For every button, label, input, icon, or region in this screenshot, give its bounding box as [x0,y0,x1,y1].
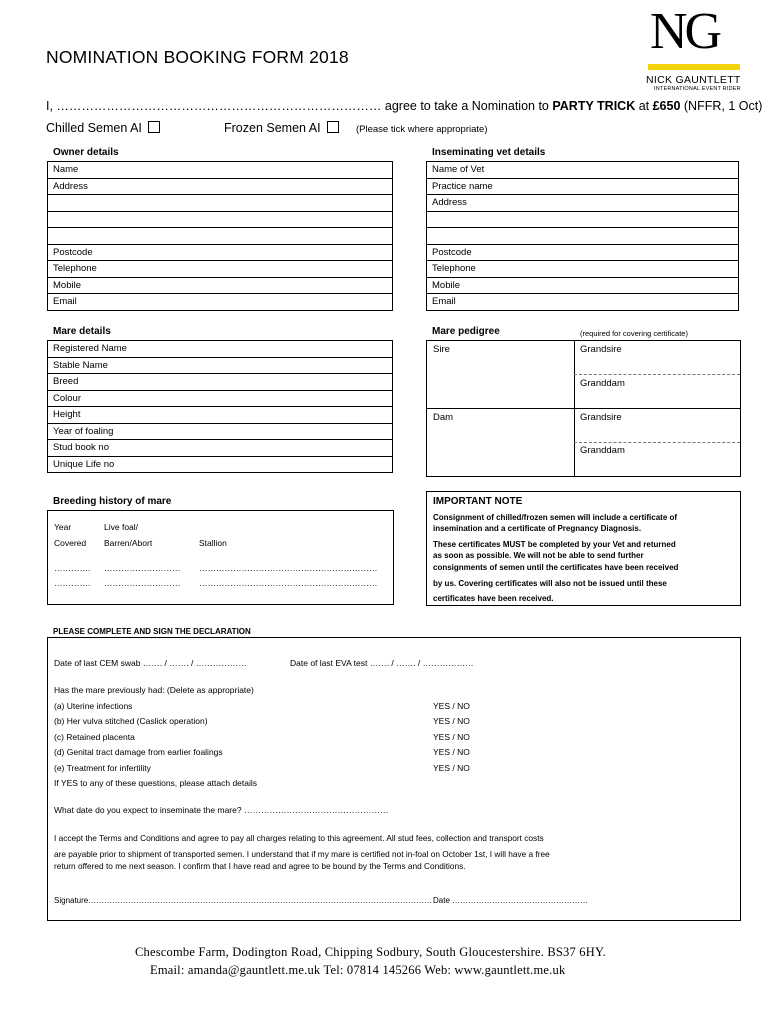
agreement-line: I, …………………………………………………………………… agree to take a Nomination to PARTY TRICK at £650 (NFFR, 1 Oct) [46,99,763,113]
yes-no[interactable]: YES / NO [433,701,470,711]
signature-field[interactable]: Signature………………………………………………………………………………………………………………… [54,896,433,905]
pedigree-box [426,340,741,477]
owner-row [48,261,393,278]
logo-initials: NG [650,3,720,60]
logo-bar [648,64,740,70]
owner-row [48,277,393,294]
breeding-blank[interactable]: ……………………… [104,578,181,588]
breeding-blank[interactable]: …………. [54,578,91,588]
owner-field[interactable] [48,195,393,212]
vet-field[interactable]: Name of Vet [427,162,739,179]
dam-grandsire: Grandsire [580,412,622,423]
logo-name: NICK GAUNTLETT [646,74,741,86]
breeding-blank[interactable]: ……………………… [104,563,181,573]
dam-label: Dam [433,412,454,423]
declaration-heading: PLEASE COMPLETE AND SIGN THE DECLARATION [53,627,251,636]
eva-date[interactable]: Date of last EVA test ……. / ……. / ……………… [290,658,474,668]
mare-table [47,340,393,473]
sire-granddam: Granddam [580,378,625,389]
owner-row [48,195,393,212]
breeding-box: Year Covered Live foal/ Barren/Abort Stallion …………. ……………………… ……………………………………………………… …………. ……………………… ……………………………………………………… [47,510,394,605]
breeding-blank[interactable]: ……………………………………………………… [199,563,378,573]
cem-date[interactable]: Date of last CEM swab ……. / ……. / ……………… [54,658,247,668]
mare-row [48,357,393,374]
sire-grandsire: Grandsire [580,344,622,355]
mare-row [48,423,393,440]
vet-row [427,261,739,278]
owner-field[interactable]: Mobile [48,277,393,294]
owner-field[interactable]: Postcode [48,244,393,261]
vet-row [427,162,739,179]
owner-row [48,294,393,311]
name-blank[interactable]: I, …………………………………………………………………… [46,99,382,113]
vet-row [427,195,739,212]
owner-field[interactable]: Name [48,162,393,179]
mare-row [48,341,393,358]
vet-field[interactable]: Email [427,294,739,311]
breeding-blank[interactable]: …………. [54,563,91,573]
mare-row [48,374,393,391]
vet-row [427,228,739,245]
frozen-checkbox[interactable] [327,121,339,133]
stallion-name: PARTY TRICK [552,99,636,113]
owner-field[interactable] [48,211,393,228]
owner-heading: Owner details [53,147,119,158]
owner-field[interactable]: Telephone [48,261,393,278]
expected-date[interactable]: What date do you expect to inseminate the mare? …………………………………………… [54,805,389,815]
vet-row [427,244,739,261]
mare-field[interactable]: Year of foaling [48,423,393,440]
yes-no[interactable]: YES / NO [433,763,470,773]
footer-contact: Email: amanda@gauntlett.me.uk Tel: 07814 145266 Web: www.gauntlett.me.uk [150,963,566,977]
yes-no[interactable]: YES / NO [433,747,470,757]
mare-field[interactable]: Height [48,407,393,424]
vet-field[interactable] [427,211,739,228]
owner-row [48,228,393,245]
owner-table [47,161,393,311]
vet-field[interactable]: Practice name [427,178,739,195]
breeding-heading: Breeding history of mare [53,496,172,507]
mare-heading: Mare details [53,326,111,337]
vet-row [427,178,739,195]
vet-field[interactable]: Postcode [427,244,739,261]
chilled-option: Chilled Semen AI [46,121,160,135]
tick-note: (Please tick where appropriate) [356,124,488,135]
breeding-blank[interactable]: ……………………………………………………… [199,578,378,588]
pedigree-note: (required for covering certificate) [580,329,688,338]
yes-no[interactable]: YES / NO [433,732,470,742]
owner-field[interactable]: Email [48,294,393,311]
vet-table [426,161,739,311]
footer-address: Chescombe Farm, Dodington Road, Chipping Sodbury, South Gloucestershire. BS37 6HY. [135,945,606,959]
mare-field[interactable]: Breed [48,374,393,391]
mare-field[interactable]: Stud book no [48,440,393,457]
signature-date-field[interactable]: Date …………………………………………… [433,896,589,905]
owner-field[interactable]: Address [48,178,393,195]
mare-field[interactable]: Stable Name [48,357,393,374]
logo-tagline: INTERNATIONAL EVENT RIDER [654,86,741,92]
mare-row [48,407,393,424]
owner-row [48,211,393,228]
mare-row [48,390,393,407]
mare-row [48,456,393,473]
vet-field[interactable] [427,228,739,245]
page-title: NOMINATION BOOKING FORM 2018 [46,47,349,67]
important-note: IMPORTANT NOTE Consignment of chilled/frozen semen will include a certificate of insemination and a certificate of Pregnancy Diagnosis. These certificates MUST be completed by your Vet and returned as soon as possible. We will not be able to send further consignments of semen until the certificates have been received by us. Covering certificates will also not be issued until these certificates have been received. [426,491,741,606]
mare-field[interactable]: Colour [48,390,393,407]
vet-heading: Inseminating vet details [432,147,546,158]
chilled-checkbox[interactable] [148,121,160,133]
vet-row [427,211,739,228]
vet-row [427,277,739,294]
vet-field[interactable]: Address [427,195,739,212]
declaration-box: Date of last CEM swab ……. / ……. / ……………… Date of last EVA test ……. / ……. / ……………… Has the mare previously had: (Delete as appropriate) (a) Uterine infections YES / NO (b) Her vulva stitched (Caslick operation) YES / NO (c) Retained placenta YES / NO (d) Genital tract damage from earlier foalings YES / NO (e) Treatment for infertility YES / NO If YES to any of these questions, please attach details What date do you expect to inseminate the mare? …………………………………………… I accept the Terms and Conditions and agree to pay all charges relating to this agreement. All stud fees, collection and transport costs are payable prior to shipment of transported semen. I understand that if my mare is certified not in-foal on October 1st, I will have a free return offered to me next season. I confirm that I have read and agree to be bound by the Terms and Conditions. Signature………………………………………………………………………………………………………………… Date …………………………………………… [47,637,741,921]
mare-field[interactable]: Unique Life no [48,456,393,473]
dam-granddam: Granddam [580,445,625,456]
vet-row [427,294,739,311]
owner-field[interactable] [48,228,393,245]
frozen-option: Frozen Semen AI [224,121,339,135]
owner-row [48,244,393,261]
vet-field[interactable]: Telephone [427,261,739,278]
price: £650 [652,99,681,113]
mare-field[interactable]: Registered Name [48,341,393,358]
sire-label: Sire [433,344,450,355]
mare-row [48,440,393,457]
important-heading: IMPORTANT NOTE [433,496,523,507]
pedigree-heading: Mare pedigree [432,326,500,337]
owner-row [48,178,393,195]
vet-field[interactable]: Mobile [427,277,739,294]
owner-row [48,162,393,179]
yes-no[interactable]: YES / NO [433,716,470,726]
